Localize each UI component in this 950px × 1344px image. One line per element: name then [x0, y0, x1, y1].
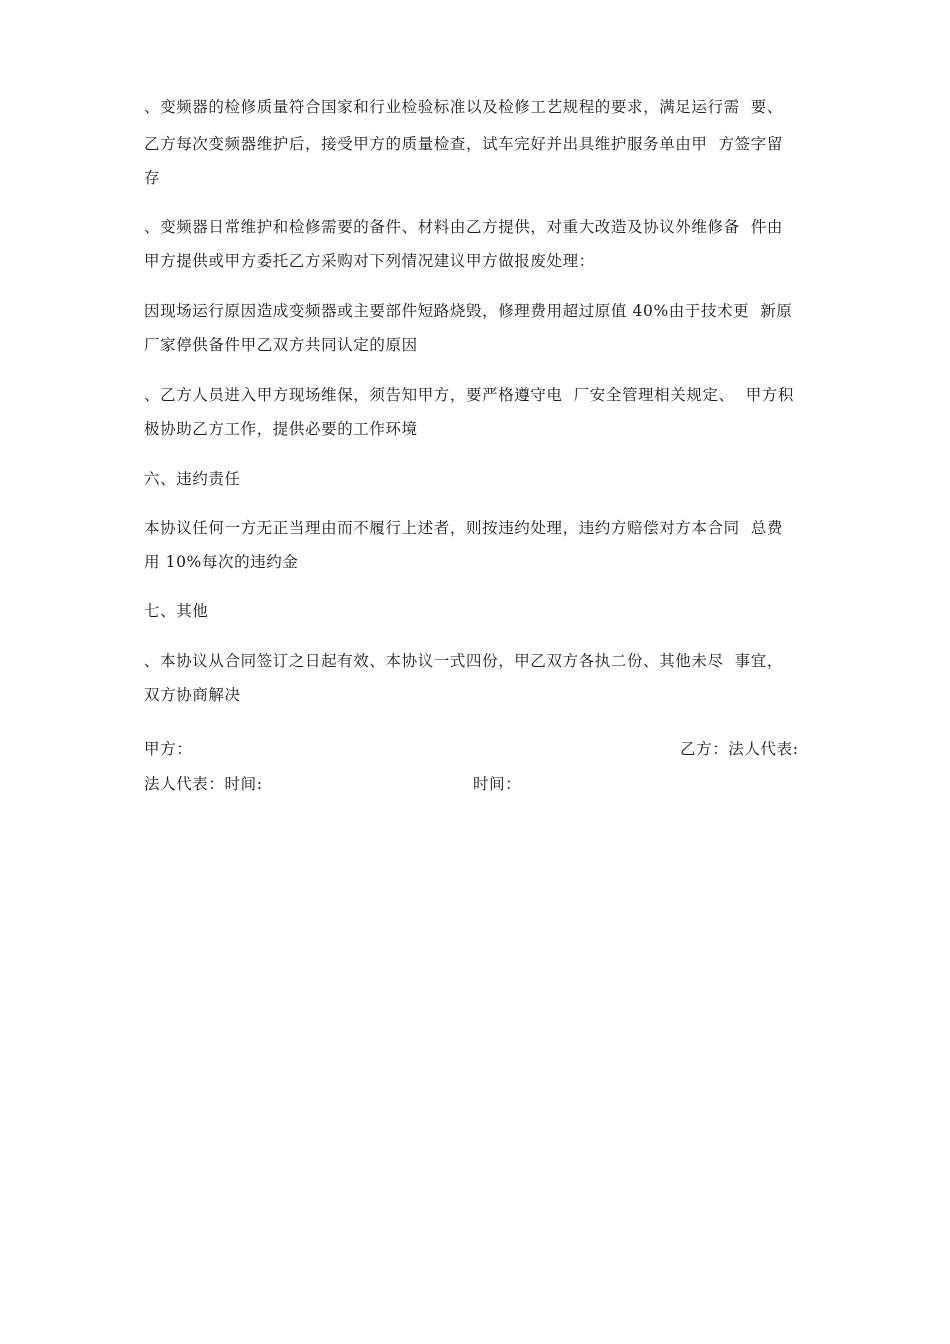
- paragraph-1-line-1: 、变频器的检修质量符合国家和行业检验标准以及检修工艺规程的要求，满足运行需 要、: [144, 98, 783, 116]
- paragraph-8-line-2: 双方协商解决: [144, 686, 241, 704]
- paragraph-6-line-2: 用 10%每次的违约金: [144, 553, 299, 571]
- party-a-representative-time-label: 法人代表：时间:: [144, 775, 263, 793]
- paragraph-2-line-1: 、变频器日常维护和检修需要的备件、材料由乙方提供，对重大改造及协议外维修备 件由: [144, 218, 783, 236]
- paragraph-1-line-3: 存: [144, 169, 161, 187]
- section-heading-6: 六、违约责任: [144, 470, 241, 488]
- paragraph-4-line-1: 、乙方人员进入甲方现场维保，须告知甲方，要严格遵守电 厂安全管理相关规定、 甲方积: [144, 386, 795, 404]
- paragraph-1-line-2: 乙方每次变频器维护后，接受甲方的质量检查，试车完好并出具维护服务单由甲 方签字留: [144, 135, 783, 153]
- section-heading-7: 七、其他: [144, 602, 209, 620]
- paragraph-2-line-2: 甲方提供或甲方委托乙方采购对下列情况建议甲方做报废处理：: [144, 252, 595, 270]
- paragraph-4-line-2: 极协助乙方工作，提供必要的工作环境: [144, 420, 418, 438]
- paragraph-3-line-2: 厂家停供备件甲乙双方共同认定的原因: [144, 336, 418, 354]
- paragraph-8-line-1: 、本协议从合同签订之日起有效、本协议一式四份，甲乙双方各执二份、其他未尽 事宜，: [144, 652, 783, 670]
- paragraph-6-line-1: 本协议任何一方无正当理由而不履行上述者，则按违约处理，违约方赔偿对方本合同 总费: [144, 519, 783, 537]
- party-b-time-label: 时间：: [473, 775, 522, 793]
- party-a-label: 甲方：: [144, 740, 193, 758]
- party-b-representative-label: 乙方：法人代表:: [680, 740, 799, 758]
- paragraph-3-line-1: 因现场运行原因造成变频器或主要部件短路烧毁，修理费用超过原值 40%由于技术更 新原: [144, 302, 793, 320]
